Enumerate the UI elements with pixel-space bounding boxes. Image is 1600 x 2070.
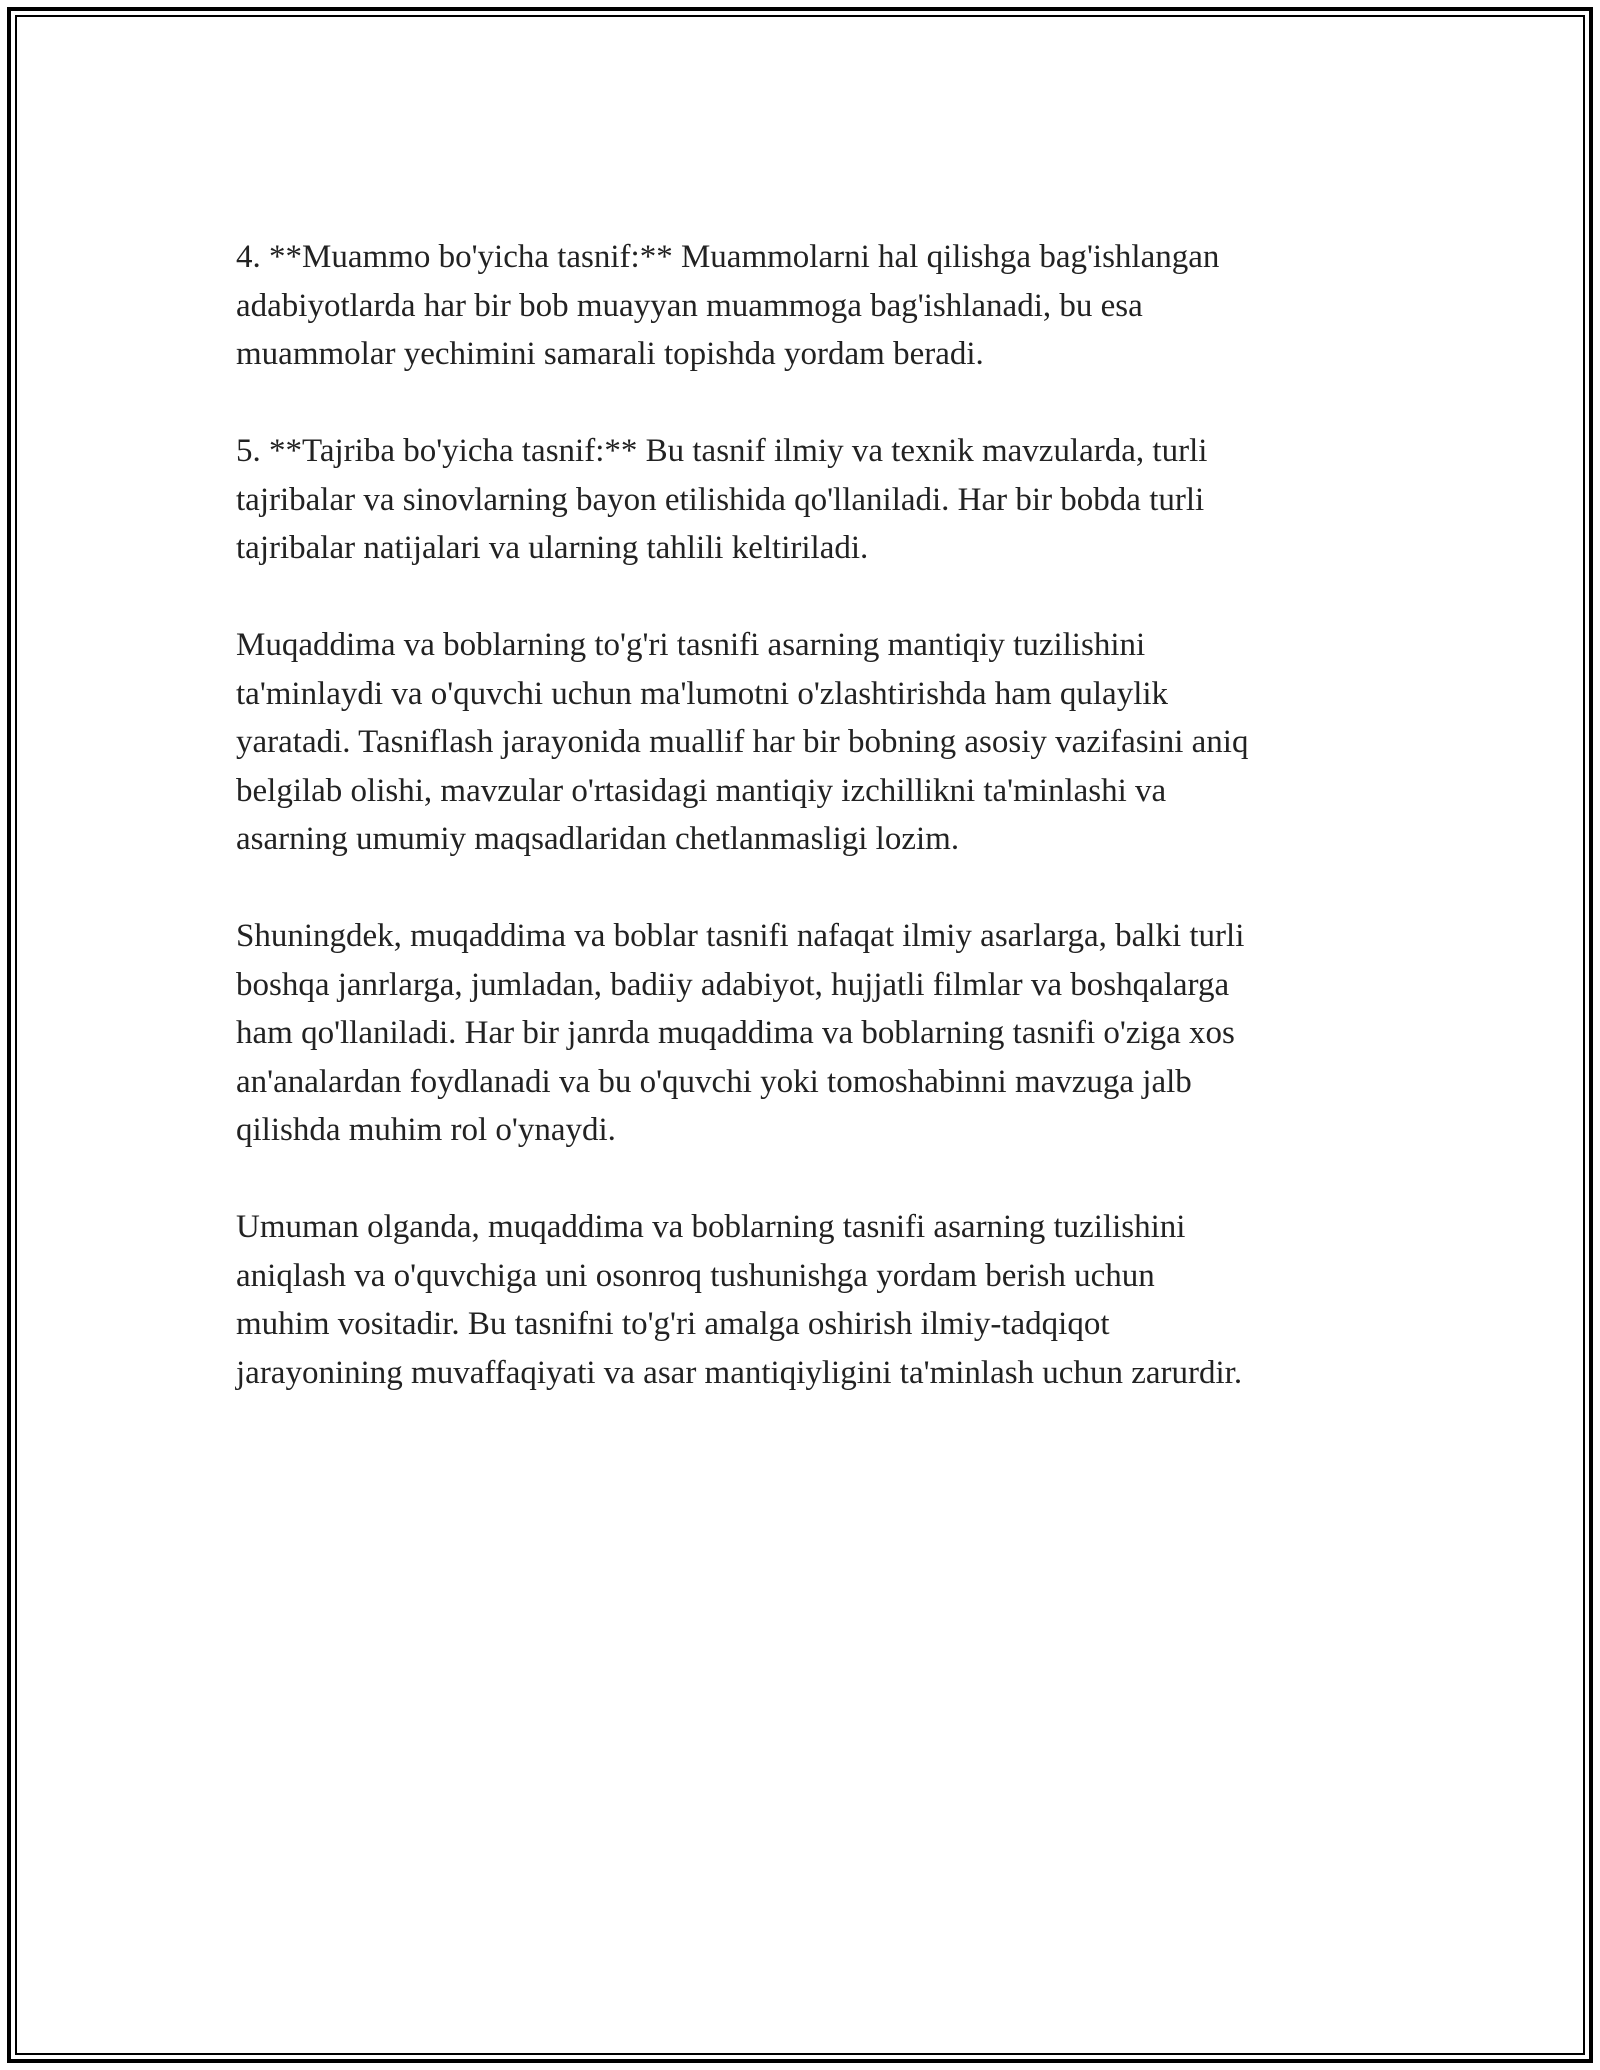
paragraph-other-genres (236, 912, 1396, 1155)
text-line: tajribalar va sinovlarning bayon etilishida qo'llaniladi. Har bir bobda turli (236, 481, 1205, 518)
paragraph-conclusion (236, 1203, 1396, 1397)
text-line: an'analardan foydlanadi va bu o'quvchi yoki tomoshabinni mavzuga jalb (236, 1063, 1192, 1100)
text-line: jarayonining muvaffaqiyati va asar mantiqiyligini ta'minlash uchun zarurdir. (236, 1354, 1243, 1391)
text-line: Muqaddima va boblarning to'g'ri tasnifi asarning mantiqiy tuzilishini (236, 627, 1146, 663)
text-line: muammolar yechimini samarali topishda yordam beradi. (236, 336, 984, 372)
text-line: Shuningdek, muqaddima va boblar tasnifi nafaqat ilmiy asarlarga, balki turli (236, 918, 1245, 954)
paragraph-correct-classification (236, 621, 1396, 864)
text-line: Umuman olganda, muqaddima va boblarning tasnifi asarning tuzilishini (236, 1209, 1186, 1245)
text-line: qilishda muhim rol o'ynaydi. (236, 1112, 616, 1148)
document-body (236, 233, 1396, 1446)
text-line: boshqa janrlarga, jumladan, badiiy adabiyot, hujjatli filmlar va boshqalarga (236, 966, 1230, 1003)
text-line: belgilab olishi, mavzular o'rtasidagi mantiqiy izchillikni ta'minlashi va (236, 772, 1167, 809)
text-line: 5. **Tajriba bo'yicha tasnif:** Bu tasnif ilmiy va texnik mavzularda, turli (236, 433, 1208, 469)
text-line: muhim vositadir. Bu tasnifni to'g'ri amalga oshirish ilmiy-tadqiqot (236, 1306, 1110, 1342)
text-line: tajribalar natijalari va ularning tahlili keltiriladi. (236, 530, 869, 566)
text-line: aniqlash va o'quvchiga uni osonroq tushunishga yordam berish uchun (236, 1257, 1155, 1294)
text-line: asarning umumiy maqsadlaridan chetlanmasligi lozim. (236, 821, 960, 857)
text-line: ham qo'llaniladi. Har bir janrda muqaddima va boblarning tasnifi o'ziga xos (236, 1015, 1235, 1051)
text-line: adabiyotlarda har bir bob muayyan muammoga bag'ishlanadi, bu esa (236, 287, 1143, 324)
paragraph-classification-by-experiment (236, 427, 1396, 573)
text-line: 4. **Muammo bo'yicha tasnif:** Muammolarni hal qilishga bag'ishlangan (236, 239, 1220, 275)
paragraph-classification-by-problem (236, 233, 1396, 379)
text-line: ta'minlaydi va o'quvchi uchun ma'lumotni o'zlashtirishda ham qulaylik (236, 675, 1169, 712)
text-line: yaratadi. Tasniflash jarayonida muallif har bir bobning asosiy vazifasini aniq (236, 724, 1249, 760)
